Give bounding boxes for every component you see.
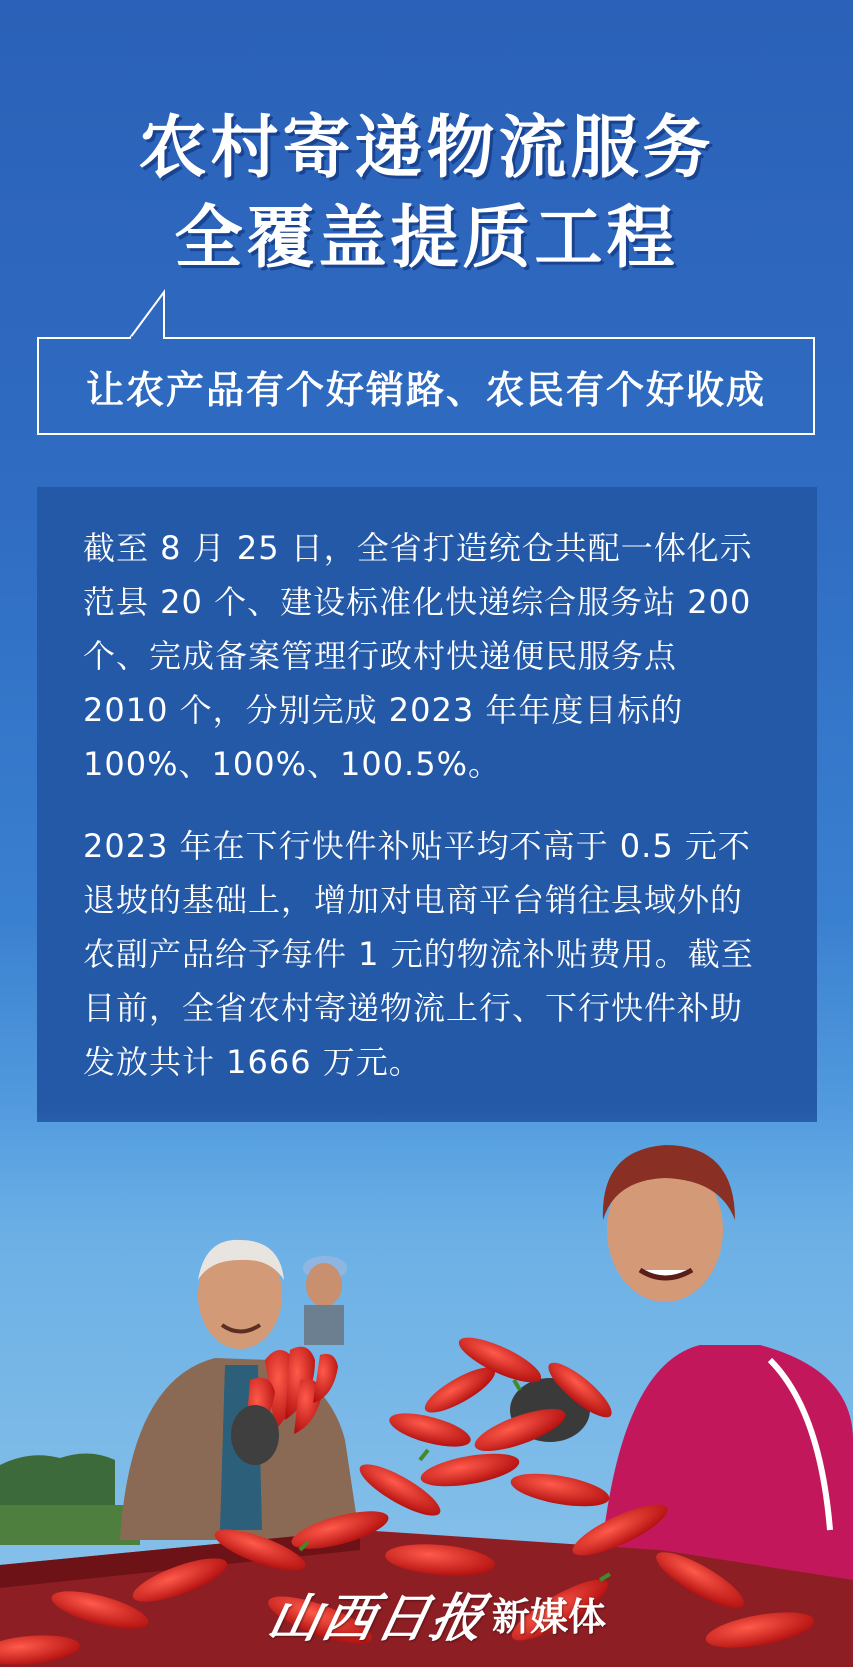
subtitle-text: 让农产品有个好销路、农民有个好收成 bbox=[85, 367, 766, 412]
speech-bubble-tail bbox=[0, 0, 853, 360]
paragraph-2: 2023 年在下行快件补贴平均不高于 0.5 元不退坡的基础上，增加对电商平台销往县域外的农副产品给予每件 1 元的物流补贴费用。截至目前，全省农村寄递物流上行、下行快件补助发放共计 1666 万元。 bbox=[83, 827, 754, 1081]
logo-sub: 新媒体 bbox=[492, 1594, 607, 1639]
title-line-2: 全覆盖提质工程 bbox=[174, 199, 679, 278]
logo-script: 山西日报 bbox=[262, 1587, 492, 1649]
title-line-1: 农村寄递物流服务 bbox=[138, 109, 715, 188]
paragraph-1: 截至 8 月 25 日，全省打造统仓共配一体化示范县 20 个、建设标准化快递综合服务站 200 个、完成备案管理行政村快递便民服务点 2010 个，分别完成 2023 年年度目标的 100%、100%、100.5%。 bbox=[83, 529, 753, 783]
newspaper-logo bbox=[262, 1583, 607, 1649]
info-panel bbox=[37, 487, 817, 1122]
